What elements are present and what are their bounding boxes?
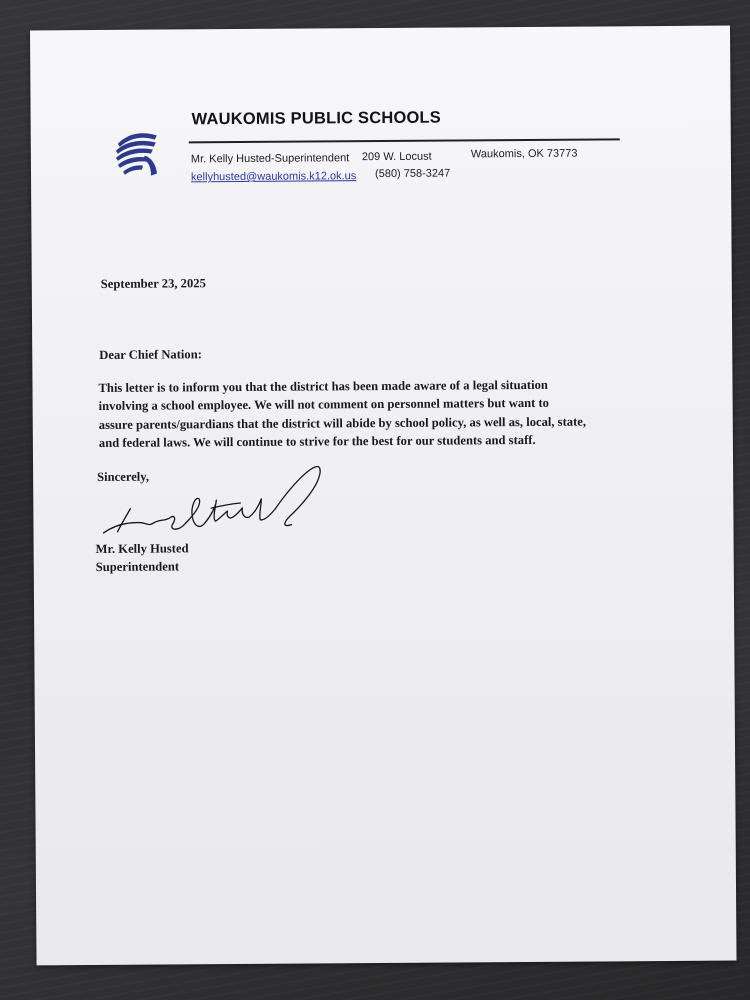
letter-date: September 23, 2025 — [100, 276, 206, 291]
letter-body — [98, 376, 586, 453]
letter-paper — [30, 26, 737, 966]
school-logo-icon — [115, 130, 159, 178]
street-address: 209 W. Locust — [361, 150, 432, 164]
body-line: This letter is to inform you that the district has been made aware of a legal situation — [98, 377, 548, 395]
body-line: involving a school employee. We will not comment on personnel matters but want to — [98, 396, 550, 414]
body-line: and federal laws. We will continue to strive for the best for our students and staff. — [98, 433, 536, 451]
email-link[interactable]: kellyhusted@waukomis.k12.ok.us — [190, 170, 357, 184]
body-line: assure parents/guardians that the district will abide by school policy, as well as, local, state, — [98, 414, 587, 432]
closing: Sincerely, — [97, 469, 150, 484]
phone-number: (580) 758-3247 — [374, 167, 451, 181]
signer-title: Superintendent — [95, 559, 180, 574]
city-state-zip: Waukomis, OK 73773 — [470, 147, 578, 161]
superintendent-heading: Mr. Kelly Husted-Superintendent — [190, 152, 350, 166]
handwritten-signature — [99, 460, 335, 542]
header-divider — [189, 138, 620, 143]
salutation: Dear Chief Nation: — [99, 347, 202, 362]
school-name: WAUKOMIS PUBLIC SCHOOLS — [191, 108, 442, 129]
signer-name: Mr. Kelly Husted — [95, 541, 189, 556]
